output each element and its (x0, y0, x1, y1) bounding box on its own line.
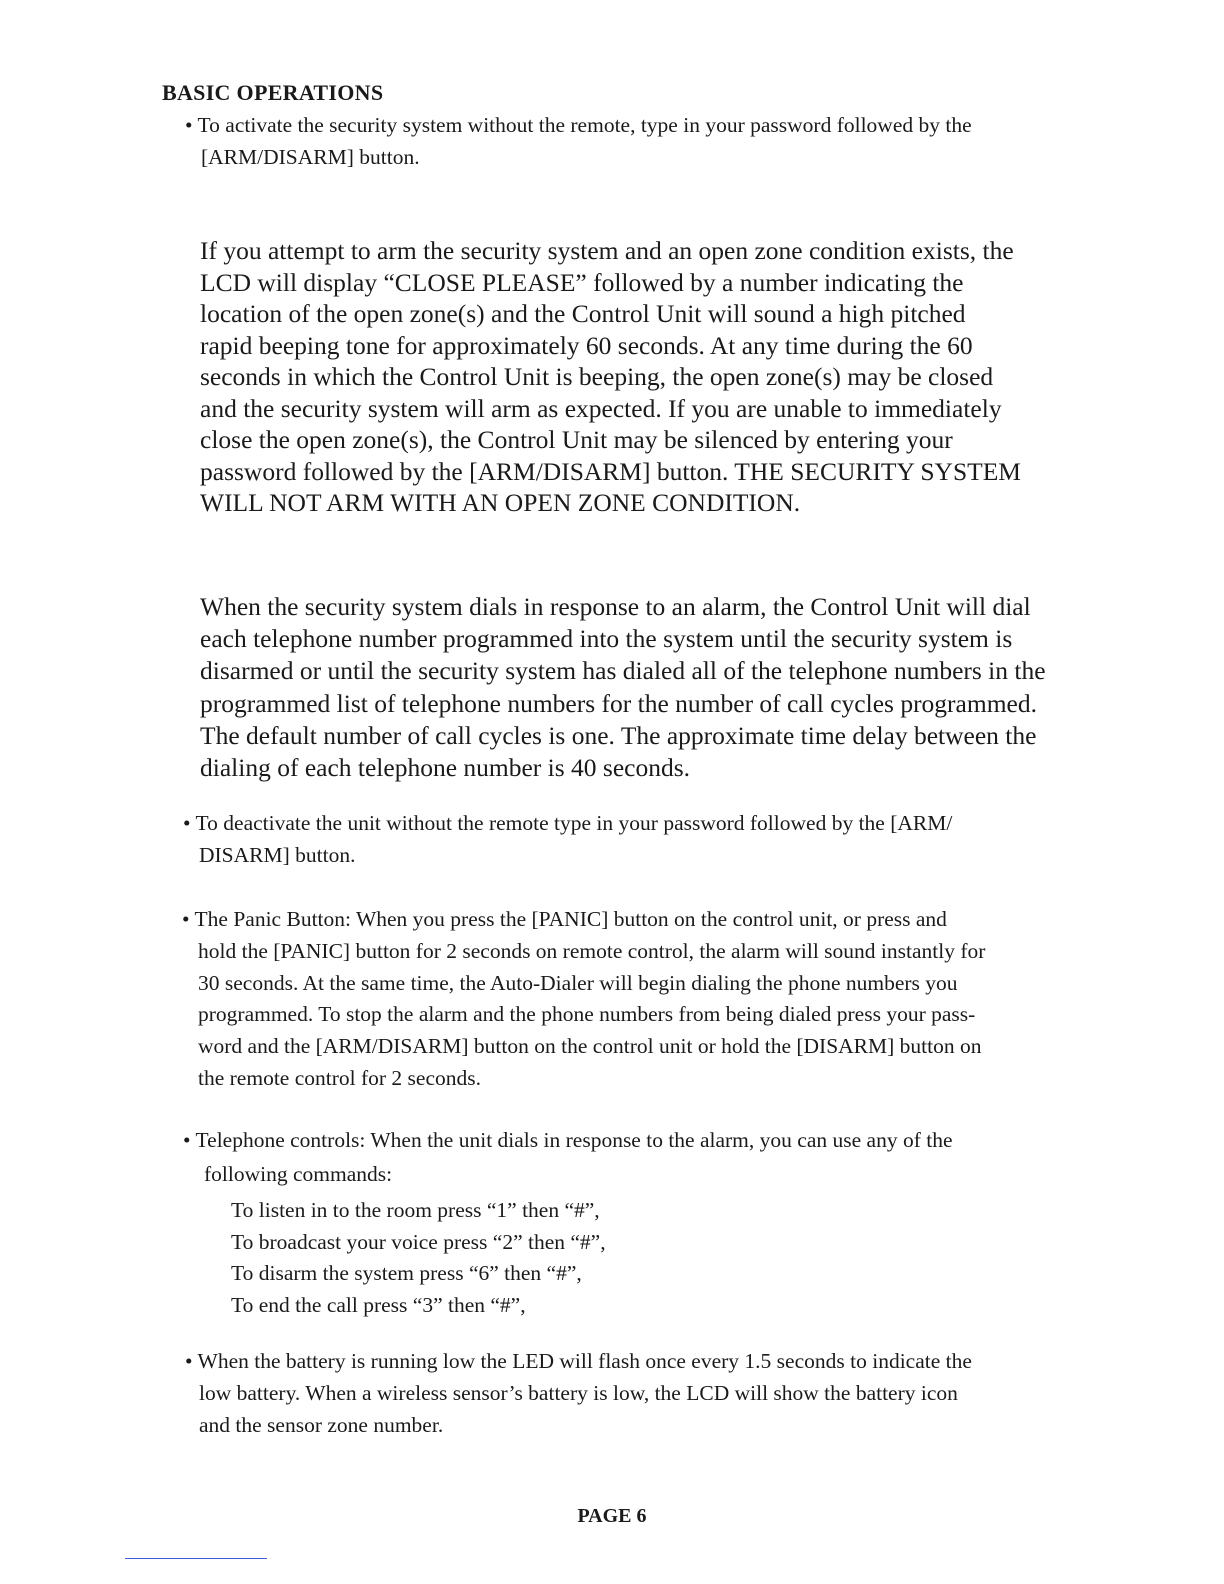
bullet-line: the remote control for 2 seconds. (198, 1065, 481, 1090)
paragraph-line: dialing of each telephone number is 40 seconds. (200, 753, 691, 783)
bullet-telephone-controls (183, 1123, 953, 1191)
bullet-line: hold the [PANIC] button for 2 seconds on remote control, the alarm will sound instantly for (198, 938, 986, 963)
paragraph-line: WILL NOT ARM WITH AN OPEN ZONE CONDITION. (200, 488, 801, 517)
bullet-line: • To deactivate the unit without the remote type in your password followed by the [ARM/ (183, 811, 953, 835)
bullet-line: 30 seconds. At the same time, the Auto-Dialer will begin dialing the phone numbers you (198, 970, 958, 995)
paragraph-line: programmed list of telephone numbers for the number of call cycles programmed. (200, 688, 1037, 718)
bullet-dot: • (183, 811, 191, 835)
paragraph-line: If you attempt to arm the security system and an open zone condition exists, the (200, 236, 1014, 265)
paragraph-line: password followed by the [ARM/DISARM] button. THE SECURITY SYSTEM (200, 456, 1021, 486)
bullet-dot: • (182, 907, 190, 931)
footer-divider (125, 1558, 267, 1559)
paragraph-line: each telephone number programmed into the system until the security system is (200, 624, 1013, 654)
bullet-dot: • (185, 1349, 193, 1373)
bullet-battery (185, 1346, 972, 1441)
paragraph-line: The default number of call cycles is one. The approximate time delay between the (200, 720, 1037, 750)
command-item: To end the call press “3” then “#”, (231, 1292, 526, 1317)
bullet-line: • To activate the security system without the remote, type in your password followed by the (185, 113, 972, 137)
bullet-deactivate (183, 808, 952, 872)
bullet-line: • When the battery is running low the LED will flash once every 1.5 seconds to indicate the (185, 1349, 972, 1373)
paragraph-line: disarmed or until the security system has dialed all of the telephone numbers in the (200, 656, 1046, 686)
paragraph-line: close the open zone(s), the Control Unit may be silenced by entering your (200, 425, 953, 454)
bullet-dot: • (183, 1128, 191, 1152)
command-item: To listen in to the room press “1” then “#”, (231, 1198, 600, 1222)
section-heading: BASIC OPERATIONS (162, 80, 384, 105)
bullet-line: • Telephone controls: When the unit dials in response to the alarm, you can use any of the (183, 1128, 953, 1152)
bullet-dot: • (185, 113, 193, 137)
page-number: PAGE 6 (577, 1505, 647, 1527)
paragraph-line: rapid beeping tone for approximately 60 seconds. At any time during the 60 (200, 330, 973, 360)
bullet-panic-button (182, 904, 985, 1095)
paragraph-line: When the security system dials in response to an alarm, the Control Unit will dial (200, 592, 1031, 621)
paragraph-line: and the security system will arm as expected. If you are unable to immediately (200, 393, 1002, 423)
bullet-line: low battery. When a wireless sensor’s battery is low, the LCD will show the battery icon (199, 1380, 958, 1405)
paragraph-open-zone (200, 235, 1021, 519)
bullet-line: DISARM] button. (199, 842, 356, 867)
bullet-line: and the sensor zone number. (199, 1412, 444, 1437)
command-item: To broadcast your voice press “2” then “#”, (231, 1229, 606, 1254)
telephone-command-list (231, 1195, 606, 1321)
paragraph-line: location of the open zone(s) and the Control Unit will sound a high pitched (200, 299, 966, 328)
bullet-line: [ARM/DISARM] button. (201, 144, 420, 169)
bullet-line: word and the [ARM/DISARM] button on the control unit or hold the [DISARM] button on (198, 1034, 982, 1059)
bullet-line: programmed. To stop the alarm and the phone numbers from being dialed press your pass- (198, 1002, 976, 1027)
paragraph-line: seconds in which the Control Unit is beeping, the open zone(s) may be closed (200, 362, 994, 391)
command-item: To disarm the system press “6” then “#”, (231, 1261, 582, 1286)
paragraph-dialing (200, 591, 1046, 784)
bullet-line: • The Panic Button: When you press the [PANIC] button on the control unit, or press and (182, 907, 947, 931)
paragraph-line: LCD will display “CLOSE PLEASE” followed by a number indicating the (200, 267, 964, 297)
bullet-line: following commands: (204, 1162, 393, 1186)
bullet-activate (185, 110, 972, 174)
